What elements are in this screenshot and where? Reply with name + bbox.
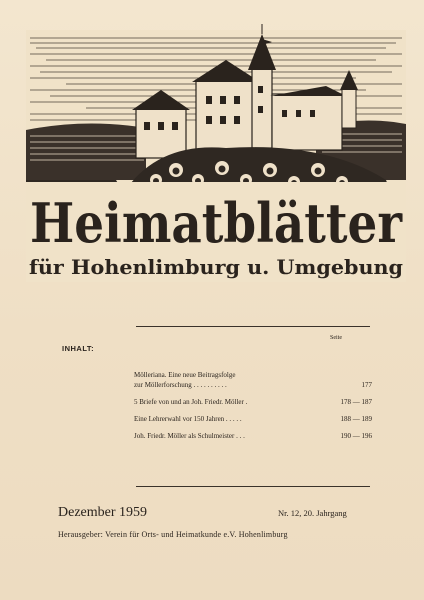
contents-heading: INHALT: [62,344,95,353]
toc-entry [134,370,372,390]
toc-entry [134,414,372,424]
issue-date: Dezember 1959 [58,505,148,520]
toc-entry [134,431,372,441]
toc-entry-pages: 177 [361,381,372,389]
top-rule [136,326,370,327]
toc-entry-title: Mölleriana. Eine neue Beitragsfolge zur Möllerforschung . . . . . . . . . . [134,371,236,389]
toc-entry-title: 5 Briefe von und an Joh. Friedr. Möller . [134,398,248,406]
toc-entry [134,397,372,407]
bottom-rule [136,486,370,487]
table-of-contents [134,370,372,448]
masthead-subtitle: für Hohenlimburg u. Umgebung [29,255,404,279]
toc-entry-pages: 178 — 187 [340,398,372,406]
castle-woodcut-illustration [26,30,406,282]
toc-entry-title: Joh. Friedr. Möller als Schulmeister . . . [134,432,245,440]
issue-number: Nr. 12, 20. Jahrgang [278,508,347,518]
toc-entry-title: Eine Lehrerwahl vor 150 Jahren . . . . . [134,415,242,423]
publisher-line: Herausgeber: Verein für Orts- und Heimatkunde e.V. Hohenlimburg [58,530,288,539]
masthead-title: Heimatblätter [30,191,403,255]
page-column-label: Seite [330,335,342,341]
toc-entry-pages: 190 — 196 [340,432,372,440]
toc-entry-pages: 188 — 189 [340,415,372,423]
